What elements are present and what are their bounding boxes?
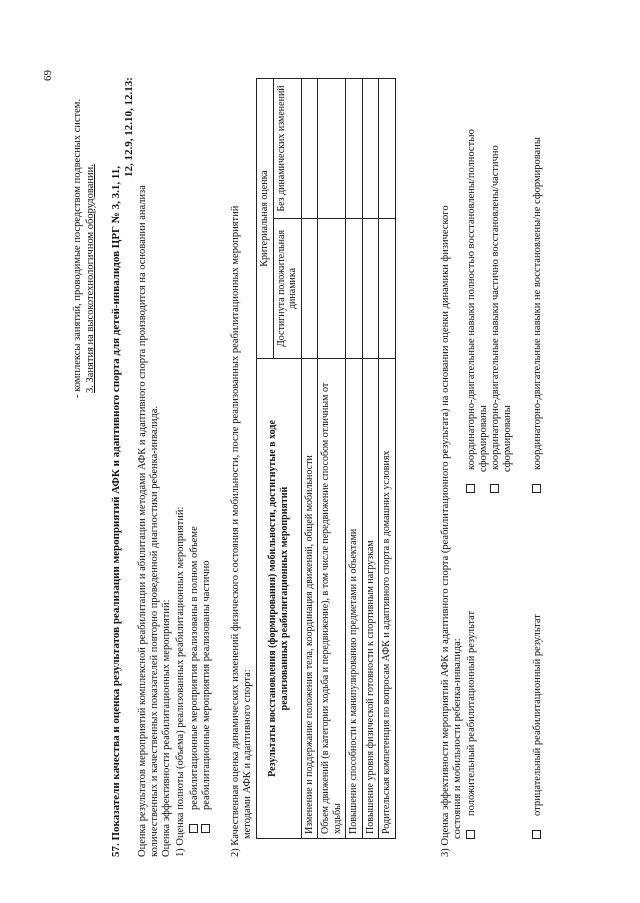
table-subheader-achieved: Достигнута положительная динамика	[273, 219, 301, 359]
table-header-results: Результаты восстановления (формирования) мобильности, достигнутые в ходе реализованных реабилитационных мероприятий	[257, 359, 302, 839]
table-cell-achieved[interactable]	[362, 219, 379, 359]
table-header-criteria: Критериальная оценка	[257, 79, 274, 359]
item3-label-line-2: состояния и мобильности ребенка-инвалида:	[452, 638, 463, 839]
table-subheader-none: Без динамических изменений	[273, 79, 301, 219]
table-cell-achieved[interactable]	[346, 219, 363, 359]
checkbox-icon[interactable]	[490, 484, 499, 493]
table-row-label: Родительская компетенция по вопросам АФК и адаптивного спорта в домашних условиях	[379, 359, 396, 839]
table-row-label: Изменение и поддержание положения тела, координация движений, общей мобильности	[301, 359, 318, 839]
table-row-label: Повышение уровня физической готовности к спортивным нагрузкам	[362, 359, 379, 839]
table-row-label: Повышение способности к манипулированию предметами и объектами	[346, 359, 363, 839]
table-cell-none[interactable]	[318, 79, 346, 219]
table-row-label: Объем движений (в категории ходьба и передвижение), в том числе передвижение способом отличным от ходьбы	[318, 359, 346, 839]
intro-line-1: - комплексы занятий, проводимые посредством подвесных систем.	[72, 98, 83, 398]
item3-label-line-1: 3) Оценка эффективности мероприятий АФК и адаптивного спорта (реабилитационного результата) на основании оценки динамики физического	[440, 205, 451, 857]
section-title-line-2: 12, 12.9, 12.10, 12.13:	[123, 77, 135, 177]
item3-neg-option-text: координаторно-двигательные навыки не восстановлены/не сформированы	[532, 137, 543, 470]
table-header-row	[257, 79, 274, 839]
rotated-page	[0, 33, 620, 893]
item2-label-line-2: методами АФК и адаптивного спорта:	[242, 669, 253, 839]
table-cell-achieved[interactable]	[379, 219, 396, 359]
item1-option-2[interactable]	[201, 561, 214, 833]
item3-neg-option[interactable]	[532, 137, 545, 493]
checkbox-icon[interactable]	[189, 824, 198, 833]
section-paragraph-line-1: Оценка результатов мероприятий комплексной реабилитации и абилитации методами АФК и адаптивного спорта производится на основании анализа	[137, 185, 148, 857]
checkbox-icon[interactable]	[466, 484, 475, 493]
table-cell-none[interactable]	[362, 79, 379, 219]
item3-positive[interactable]	[466, 611, 479, 839]
section-title-line-1: 57. Показатели качества и оценка результатов реализации мероприятий АФК и адаптивного спорта для детей-инвалидов ЦРГ № 3, 3.1, 11,	[110, 165, 122, 857]
table-cell-none[interactable]	[346, 79, 363, 219]
intro-line-2: 3. Занятия на высокотехнологичном оборудовании.	[85, 164, 96, 393]
item3-negative-text: отрицательный реабилитационный результат	[532, 614, 543, 816]
item3-negative[interactable]	[532, 614, 545, 839]
item3-pos-option-2-cont: сформированы	[502, 405, 513, 472]
item1-option-1[interactable]	[189, 526, 202, 833]
item1-option-2-text: реабилитационные мероприятия реализованы частично	[201, 560, 212, 810]
table-row	[346, 79, 363, 839]
table-cell-achieved[interactable]	[318, 219, 346, 359]
section-paragraph-line-3: Оценка эффективности реабилитационных мероприятий:	[161, 599, 172, 857]
item3-pos-option-2-text: координаторно-двигательные навыки частично восстановлены/частично	[490, 145, 501, 470]
item2-label-line-1: 2) Качественная оценка динамических изменений физического состояния и мобильности, после реализованных реабилитационных мероприятий	[230, 205, 241, 857]
item3-pos-option-1-cont: сформированы	[478, 405, 489, 472]
page-number: 69	[42, 70, 54, 81]
table-cell-none[interactable]	[379, 79, 396, 219]
item3-pos-option-1-text: координаторно-двигательные навыки полностью восстановлены/полностью	[466, 129, 477, 470]
table-cell-none[interactable]	[301, 79, 318, 219]
item3-positive-text: положительный реабилитационный результат	[466, 610, 477, 816]
checkbox-icon[interactable]	[532, 484, 541, 493]
checkbox-icon[interactable]	[201, 824, 210, 833]
item1-label: 1) Оценка полноты (объема) реализованных реабилитационных мероприятий:	[175, 506, 186, 857]
checkbox-icon[interactable]	[466, 830, 475, 839]
checkbox-icon[interactable]	[532, 830, 541, 839]
table-row	[379, 79, 396, 839]
section-paragraph-line-2: количественных и качественных показателей повторно проведенной диагностики ребенка-инвалида.	[149, 405, 160, 857]
criteria-table	[256, 78, 396, 839]
item3-pos-option-1[interactable]	[466, 129, 479, 493]
table-row	[362, 79, 379, 839]
table-cell-achieved[interactable]	[301, 219, 318, 359]
item1-option-1-text: реабилитационные мероприятия реализованы в полном объеме	[189, 526, 200, 810]
table-row	[301, 79, 318, 839]
table-row	[318, 79, 346, 839]
item3-pos-option-2[interactable]	[490, 145, 503, 493]
